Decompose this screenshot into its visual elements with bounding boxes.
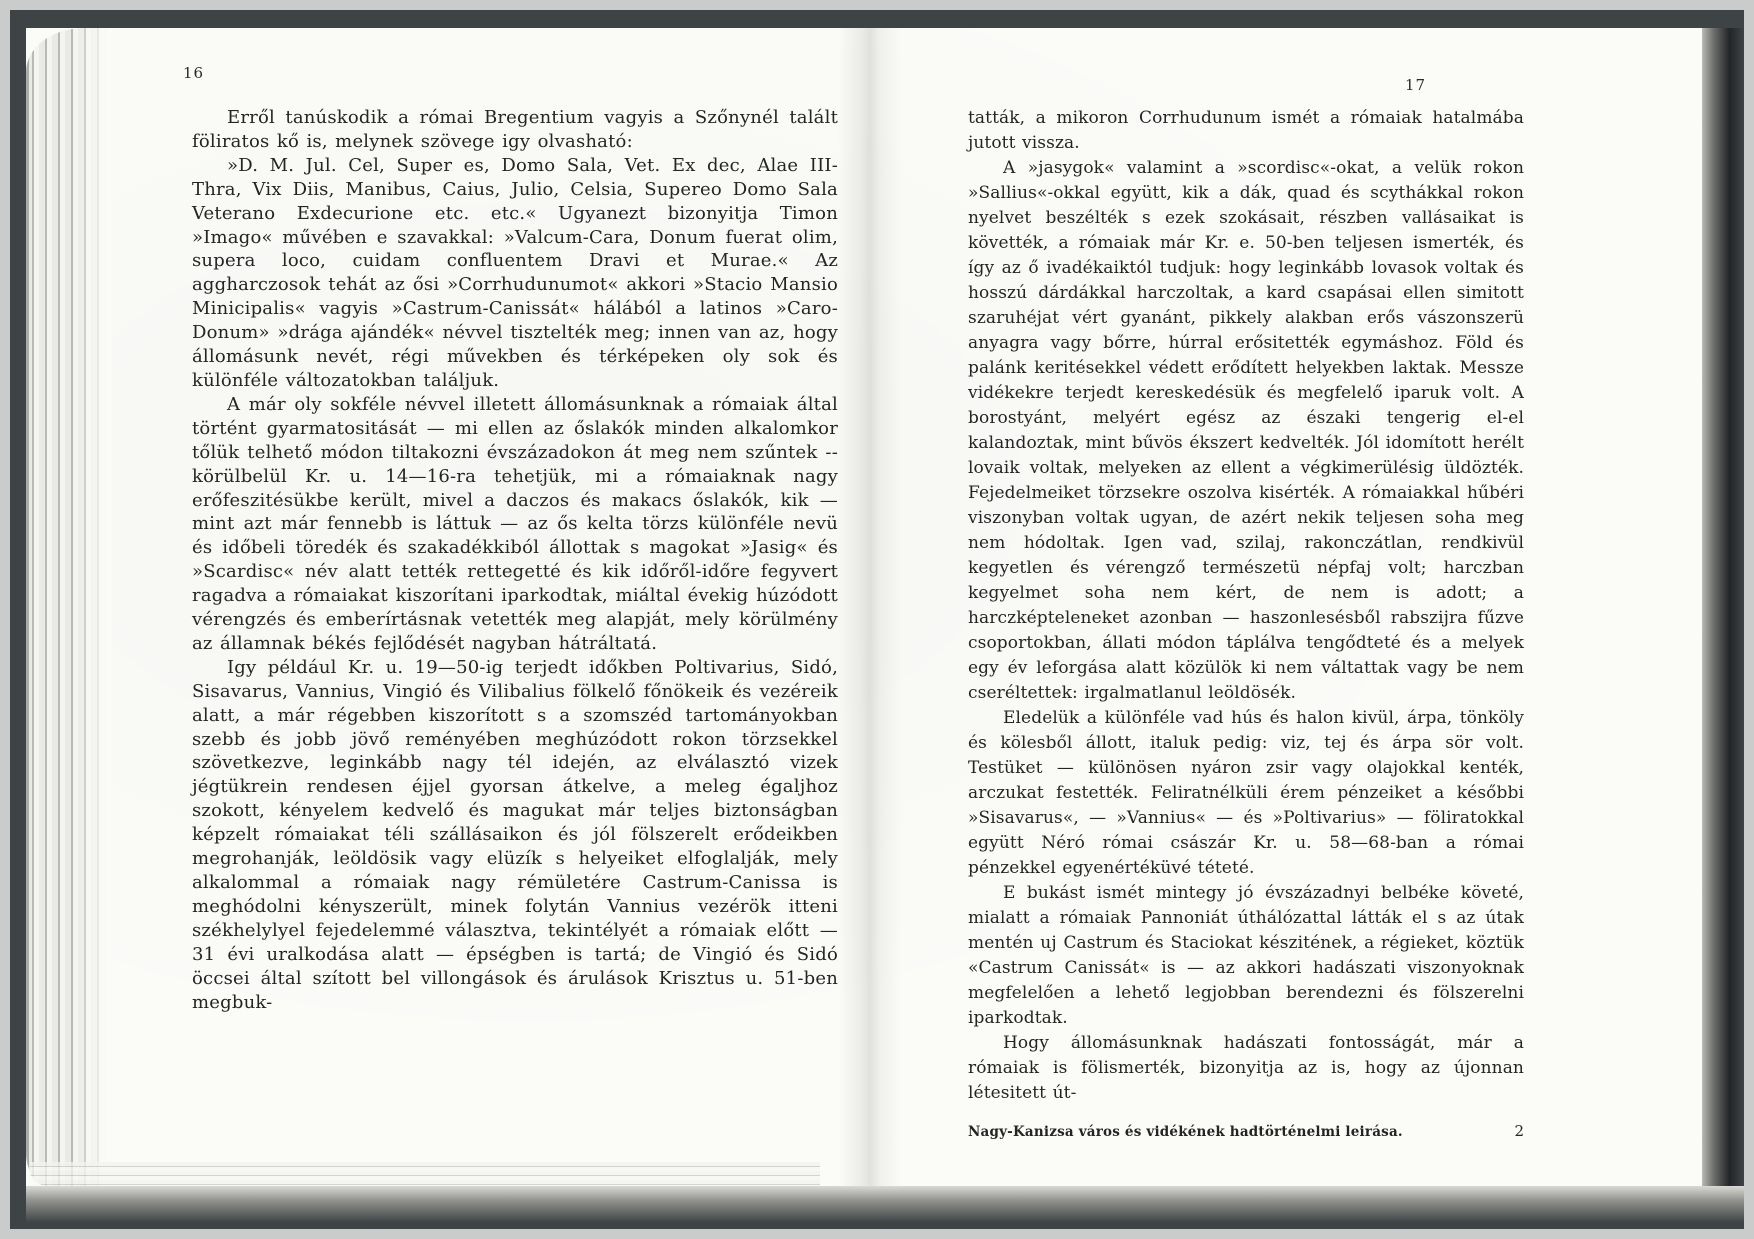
paragraph: E bukást ismét mintegy jó évszázadnyi belbéke követé, mialatt a rómaiak Pannoniát úthálózattal látták el s az útak mentén uj Castrum és Staciokat készitének, a régieket, köztük «Castrum Canissát« is — az akkori hadászati viszonyoknak megfelelően a lehető legjobban berendezni és fölszerelni iparkodtak. (968, 883, 1524, 1028)
paragraph: »D. M. Jul. Cel, Super es, Domo Sala, Vet. Ex dec, Alae III- Thra, Vix Diis, Manibus, Caius, Julio, Celsia, Supereo Domo Sala Veterano Exdecurione etc. etc.« Ugyanezt bizonyitja Timon »Imago« művében e szavakkal: »Valcum-Cara, Donum fuerat olim, supera loco, cuidam confluentem Dravi et Murae.« Az aggharczosok tehát az ősi »Corrhudunumot« akkori »Stacio Mansio Minicipalis« vagyis »Castrum-Canissát« hálából a latinos »Caro-Donum» »drága ajándék« névvel tisztelték meg; innen van az, hogy állomásunk nevét, régi művekben és térképeken oly sok és különféle változatokban találjuk. (192, 154, 838, 391)
book-bottom-edge (26, 1186, 1744, 1229)
page-stack-edge (26, 28, 112, 1186)
paragraph: tatták, a mikoron Corrhudunum ismét a rómaiak hatalmába jutott vissza. (968, 108, 1524, 153)
right-page-text (968, 106, 1524, 1106)
right-page-number: 17 (1405, 76, 1427, 94)
left-page-text (192, 106, 838, 1014)
left-page-number: 16 (183, 64, 205, 82)
paragraph: A már oly sokféle névvel illetett állomásunknak a rómaiak által történt gyarmatositását — mi ellen az őslakók minden alkalomkor tőlük telhető módon tiltakozni évszázadokon át meg nem szűntek -- körülbelül Kr. u. 14—16-ra tehetjük, mi a rómaiaknak nagy erőfeszitésükbe került, mivel a daczos és makacs őslakók, kik — mint azt már fennebb is láttuk — az ős kelta törzs különféle nevü és időbeli töredék és szakadékkiból állottak s magokat »Jasig« és »Scardisc« név alatt tették rettegetté és kik időről-időre fegyvert ragadva a rómaiakat kiszorítani iparkodtak, miáltal évekig húzódott vérengzés és emberírtásnak vetették meg alapját, mely körülmény az államnak békés fejlődését nagyban hátráltatá. (192, 393, 838, 654)
paragraph: Eledelük a különféle vad hús és halon kivül, árpa, tönköly és kölesből állott, italuk pedig: viz, tej és árpa sör volt. Testüket — különösen nyáron zsir vagy olajokkal kenték, arczukat festették. Feliratnélküli érem pénzeiket a későbbi »Sisavarus«, — »Vannius« — és »Poltivarius» — föliratokkal együtt Néró római császár Kr. u. 58—68-ban a római pénzekkel egyenértéküvé téteté. (968, 708, 1524, 878)
paragraph: Erről tanúskodik a római Bregentium vagyis a Szőnynél talált föliratos kő is, melynek szövege igy olvasható: (192, 107, 838, 152)
paragraph: A »jasygok« valamint a »scordisc«-okat, a velük rokon »Sallius«-okkal együtt, kik a dák, quad és scythákkal rokon nyelvet beszélték s ezek szokásait, részben vallásaikat is követték, a rómaiak már Kr. e. 50-ben teljesen ismerték, és így az ő ivadékaiktól tudjuk: hogy leginkább lovasok voltak és hosszú dárdákkal harczoltak, a kard csapásai ellen simitott szaruhéjat vért gyanánt, pikkely alakban erős vászonszerü anyagra vagy bőrre, húrral erősitették egymáshoz. Föld és palánk keritésekkel védett erődített helyekben laktak. Messze vidékekre terjedt kereskedésük és megfelelő iparuk volt. A borostyánt, melyért egész az északi tengerig el-el kalandoztak, mint bűvös ékszert kedvelték. Jól idomított herélt lovaik voltak, melyeken az ellent a végkimerülésig üldözték. Fejedelmeiket törzsekre oszolva kisérték. A rómaiakkal hűbéri viszonyban voltak ugyan, de azért nekik teljesen soha meg nem hódoltak. Igen vad, szilaj, rakonczátlan, rendkivül kegyetlen és vérengző természetü népfaj volt; harczban kegyelmet soha nem kért, de nem is adott; a harczképteleneket azonban — haszonlesésből rabszijra fűzve csoportokban, állati módon táplálva tengődteté és a melyek egy év leforgása alatt közülök ki nem váltattak vagy be nem cseréltettek: irgalmatlanul leöldösék. (968, 158, 1524, 703)
footer-running-title: Nagy-Kanizsa város és vidékének hadtörténelmi leirása. (968, 1124, 1403, 1140)
book-right-edge (1702, 28, 1744, 1186)
bottom-page-edges (30, 1162, 820, 1186)
paragraph: Igy például Kr. u. 19—50-ig terjedt időkben Poltivarius, Sidó, Sisavarus, Vannius, Vingió és Vilibalius fölkelő főnökeik és vezéreik alatt, a már régebben kiszorított s a szomszéd tartományokban szebb és jobb jövő reményében meghúzódott rokon törzsekkel szövetkezve, leginkább nagy tél idején, az elválasztó vizek jégtükrein rendesen éjjel gyorsan átkelve, a meleg égaljhoz szokott, kényelem kedvelő és magukat már teljes biztonságban képzelt rómaiakat téli szállásaikon és jól fölszerelt erődeikben megrohanják, leöldösik vagy elüzík s helyeiket elfoglalják, mely alkalommal a rómaiak nagy rémületére Castrum-Canissa is meghódolni kényszerült, minek folytán Vannius vezérök itteni székhelylyel fejedelemmé választva, tekintélyét a rómaiak előtt — 31 évi uralkodása alatt — épségben is tartá; de Vingió és Sidó öccsei által szított bel villongások és árulások Krisztus u. 51-ben megbuk- (192, 656, 838, 1013)
right-page-footer (968, 1122, 1524, 1140)
footer-signature-number: 2 (1514, 1122, 1524, 1140)
book-gutter-shadow (838, 28, 902, 1186)
paragraph: Hogy állomásunknak hadászati fontosságát, már a rómaiak is fölismerték, bizonyitja az is, hogy az újonnan létesitett út- (968, 1033, 1524, 1103)
